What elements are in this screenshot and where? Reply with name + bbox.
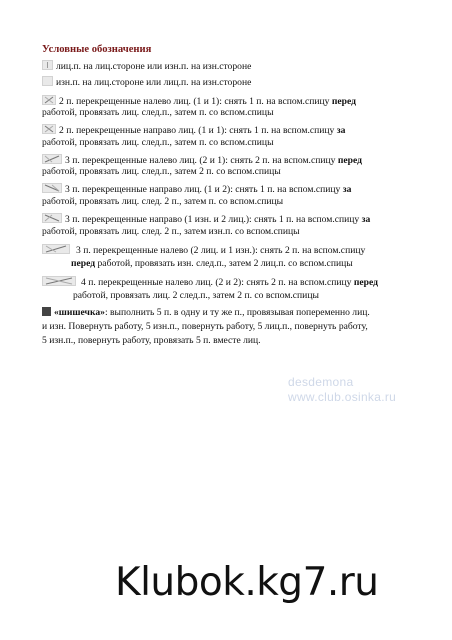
cross-left-icon — [42, 276, 76, 286]
legend-text: 3 п. перекрещенные направо (1 изн. и 2 лиц.): снять 1 п. на вспом.спицу — [65, 214, 362, 225]
legend-continuation: 5 изн.п., повернуть работу, провязать 5 п. вместе лиц. — [42, 335, 261, 346]
legend-text: 3 п. перекрещенные налево лиц. (2 и 1): снять 2 п. на вспом.спицу — [65, 155, 338, 166]
legend-bold: перед — [353, 277, 378, 288]
legend-item-2-left — [42, 95, 356, 107]
legend-item-3-right-purl — [42, 213, 370, 225]
legend-item-3-right — [42, 183, 351, 195]
legend-bold: перед — [331, 96, 356, 107]
legend-item-bobble — [42, 307, 370, 318]
legend-item-purl — [42, 76, 251, 88]
cross-right-icon — [42, 183, 62, 193]
cross-left-icon — [42, 244, 70, 254]
cross-right-icon — [42, 124, 56, 134]
legend-continuation: и изн. Повернуть работу, 5 изн.п., повернуть работу, 5 лиц.п., повернуть работу, — [42, 321, 368, 332]
legend-text: 4 п. перекрещенные налево лиц. (2 и 2): снять 2 п. на вспом.спицу — [81, 277, 354, 288]
legend-bold: перед — [337, 155, 362, 166]
purl-stitch-icon — [42, 76, 53, 86]
watermark-url: www.club.osinka.ru — [288, 390, 397, 404]
legend-text: 2 п. перекрещенные направо лиц. (1 и 1): снять 1 п. на вспом.спицу — [59, 125, 337, 136]
legend-continuation: работой, провязать лиц. след.п., затем 2 п. со вспом.спицы — [42, 166, 281, 177]
legend-continuation: работой, провязать лиц. след. 2 п., затем изн.п. со вспом.спицы — [42, 226, 300, 237]
legend-continuation — [71, 258, 353, 269]
cross-left-icon — [42, 95, 56, 105]
legend-item-3-left — [42, 154, 362, 166]
legend-continuation: работой, провязать лиц. 2 след.п., затем 2 п. со вспом.спицы — [73, 290, 319, 301]
legend-title: Условные обозначения — [42, 44, 152, 55]
legend-text: 2 п. перекрещенные налево лиц. (1 и 1): снять 1 п. на вспом.спицу — [59, 96, 332, 107]
legend-bold: перед — [71, 258, 96, 269]
knit-stitch-icon — [42, 60, 53, 70]
cross-right-icon — [42, 213, 62, 223]
legend-continuation: работой, провязать лиц. след. 2 п., затем п. со вспом.спицы — [42, 196, 284, 207]
bobble-icon — [42, 307, 51, 316]
legend-text: 3 п. перекрещенные направо лиц. (1 и 2): снять 1 п. на вспом.спицу — [65, 184, 343, 195]
legend-item-knit — [42, 60, 251, 72]
legend-bold: за — [342, 184, 352, 195]
cross-left-icon — [42, 154, 62, 164]
legend-bold: за — [336, 125, 346, 136]
legend-item-2-right — [42, 124, 345, 136]
legend-text: 3 п. перекрещенные налево (2 лиц. и 1 изн.): снять 2 п. на вспом.спицу — [76, 245, 366, 256]
legend-item-4-left — [42, 276, 378, 288]
legend-text: работой, провязать изн. след.п., затем 2 лиц.п. со вспом.спицы — [95, 258, 353, 269]
legend-text: изн.п. на лиц.стороне или лиц.п. на изн.стороне — [56, 77, 252, 88]
legend-text: : выполнить 5 п. в одну и ту же п., провязывая попеременно лиц. — [104, 307, 370, 318]
watermark-name: desdemona — [288, 375, 354, 389]
legend-continuation: работой, провязать лиц. след.п., затем п. со вспом.спицы — [42, 107, 274, 118]
footer-site: Klubok.kg7.ru — [115, 560, 379, 605]
legend-continuation: работой, провязать лиц. след.п., затем п. со вспом.спицы — [42, 137, 274, 148]
legend-text: лиц.п. на лиц.стороне или изн.п. на изн.стороне — [56, 61, 252, 72]
legend-bold: «шишечка» — [54, 307, 105, 318]
legend-item-3-left-purl — [42, 244, 365, 256]
legend-bold: за — [361, 214, 371, 225]
